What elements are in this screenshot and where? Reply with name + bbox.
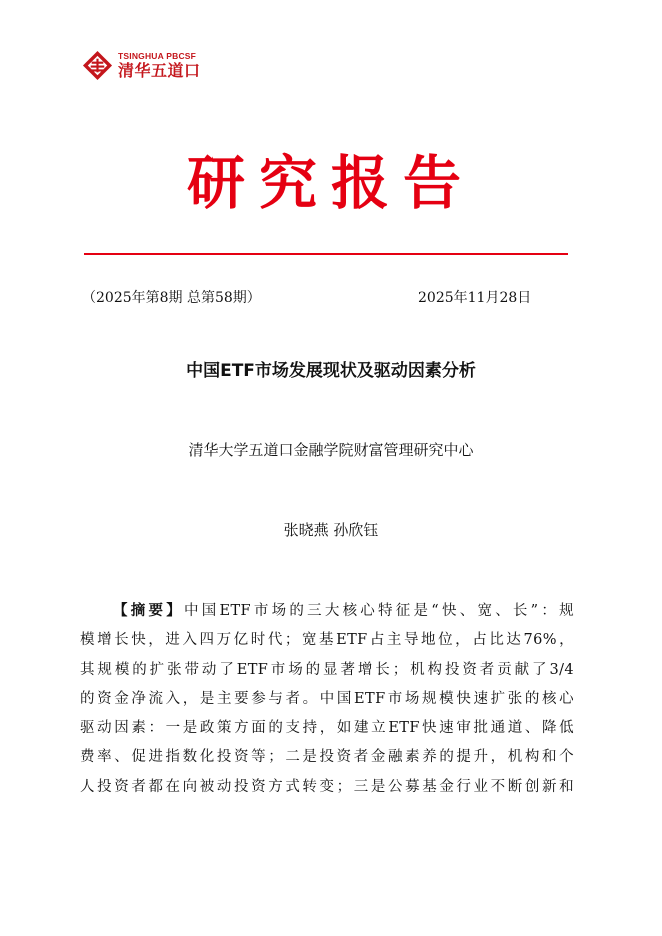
abstract-section (80, 597, 574, 802)
abstract-line: 的资金净流入，是主要参与者。中国ETF市场规模快速扩张的核心 (80, 690, 574, 707)
abstract-line (80, 597, 574, 626)
document-title: 中国ETF市场发展现状及驱动因素分析 (186, 361, 476, 381)
abstract-line: 驱动因素：一是政策方面的支持，如建立ETF快速审批通道、降低 (80, 720, 574, 737)
institution-name: 清华大学五道口金融学院财富管理研究中心 (188, 441, 474, 459)
tsinghua-pbcsf-emblem-icon (82, 50, 113, 81)
report-type-title: 研究报告 (186, 149, 475, 217)
institution-logo (82, 47, 201, 83)
logo-chinese-name: 清华五道口 (118, 60, 201, 80)
issue-number: （2025年第8期 总第58期） (82, 290, 261, 306)
logo-english-name: TSINGHUA PBCSF (118, 50, 197, 61)
author-names: 张晓燕 孙欣钰 (283, 521, 379, 539)
abstract-line: 其规模的扩张带动了ETF市场的显著增长；机构投资者贡献了3/4 (80, 661, 574, 678)
publication-date: 2025年11月28日 (418, 290, 532, 306)
title-divider (84, 253, 568, 255)
logo-text (118, 51, 201, 80)
abstract-line-text: 中国ETF市场的三大核心特征是“快、宽、长”：规 (183, 603, 574, 619)
abstract-line: 模增长快，进入四万亿时代；宽基ETF占主导地位，占比达76%， (80, 632, 574, 649)
abstract-label: 【摘要】 (113, 603, 184, 619)
abstract-line: 人投资者都在向被动投资方式转变；三是公募基金行业不断创新和 (80, 778, 574, 795)
abstract-line: 费率、促进指数化投资等；二是投资者金融素养的提升，机构和个 (80, 749, 574, 766)
